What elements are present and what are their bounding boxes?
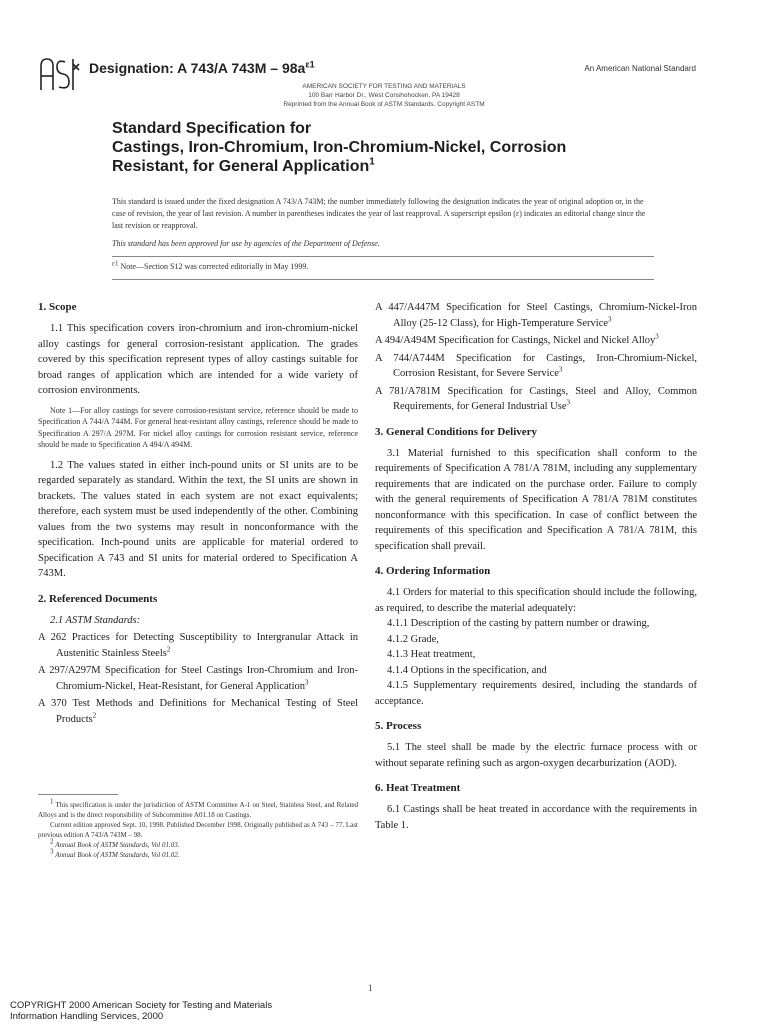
paragraph-1-1: 1.1 This specification covers iron-chromium and iron-chromium-nickel alloy castings for general corrosion-resistant application. The grades covered by this specification represent types of alloy castings suitable for broad ranges of application which are intended for a wide variety of corrosion environments.: [38, 323, 358, 396]
paragraph-4-1-4: 4.1.4 Options in the specification, and: [387, 664, 547, 676]
section-heading-ordering-information: 4. Ordering Information: [375, 565, 491, 577]
designation: Designation: A 743/A $743M - 98a^{\varepsilon 1}$: [89, 59, 315, 76]
right-column: [375, 300, 697, 839]
section-heading-general-conditions: 3. General Conditions for Delivery: [375, 425, 538, 438]
paragraph-3-1: 3.1 Material furnished to this specification shall conform to the requirements of Specification A 781/A 781M, including any supplementary requirements that are indicated on the purchase order. Failure to comply with the general requirements of Specification A 781/A 781M constitutes nonconformance with this specification. In case of conflict between the requirements of this specification and Specification A 781/A 781M, this specification shall prevail.: [375, 447, 697, 552]
reference-a447: A 447/A447M Specification for Steel Castings, Chromium-Nickel-Iron Alloy (25-12 Class), for High-Temperature Service$^3$: [375, 302, 697, 329]
note-1: Note 1—For alloy castings for severe corrosion-resistant service, reference should be made to Specification A 744/A 744M. For general heat-resistant alloy castings, reference should be made to Specification A 297/A 297M. For nickel alloy castings for corrosion resistant service, reference should be made to Specification A 494/A 494M.: [38, 405, 358, 449]
reference-a262: A 262 Practices for Detecting Susceptibility to Intergranular Attack in Austenitic Stainless Steels$^2$: [38, 632, 358, 659]
paragraph-6-1: 6.1 Castings shall be heat treated in accordance with the requirements in Table 1.: [375, 804, 697, 831]
divider-bottom: [112, 279, 654, 280]
footnote-divider: [38, 794, 118, 795]
reference-a297: A 297/A297M Specification for Steel Castings Iron-Chromium and Iron-Chromium-Nickel, Heat-Resistant, for General Application$^3$: [38, 665, 358, 692]
astm-standards-label: 2.1 ASTM Standards:: [50, 614, 141, 626]
copyright-notice: COPYRIGHT 2000 American Society for Testing and Materials Information Handling Services, 2000: [10, 1000, 273, 1022]
reference-a370: A 370 Test Methods and Definitions for Mechanical Testing of Steel Products$^2$: [38, 698, 358, 725]
reference-a494: A 494/A494M Specification for Castings, Nickel and Nickel Alloy$^3$: [375, 332, 659, 346]
footnote-3: $^3$ Annual Book of ASTM Standards, Vol 01.02.: [50, 847, 180, 859]
footnote-1: $^1$ This specification is under the jurisdiction of ASTM Committee A-1 on Steel, Stainless Steel, and Related Alloys and is the direct responsibility of Subcommittee A01.18 on Castings.: [38, 797, 358, 819]
document-title: Standard Specification for Castings, Iron-Chromium, Iron-Chromium-Nickel, Corrosion Resistant, for General Application$^1$: [112, 120, 567, 175]
paragraph-4-1-1: 4.1.1 Description of the casting by pattern number or drawing,: [387, 618, 650, 629]
paragraph-5-1: 5.1 The steel shall be made by the electric furnace process with or without separate refining such as argon-oxygen decarburization (AOD).: [375, 742, 697, 769]
left-column: [38, 300, 358, 729]
section-heading-heat-treatment: 6. Heat Treatment: [375, 782, 461, 794]
footnote-2: $^2$ Annual Book of ASTM Standards, Vol 01.03.: [50, 837, 180, 849]
page-number: 1: [368, 983, 373, 993]
footnotes: [38, 797, 358, 860]
footnote-1-edition: Current edition approved Sept. 10, 1998. Published December 1998. Originally published as A 743 – 77. Last previous edition A 743/A 743M – 98.: [38, 821, 358, 839]
reference-a744: A 744/A744M Specification for Castings, Iron-Chromium-Nickel, Corrosion Resistant, for Severe Service$^3$: [375, 352, 697, 379]
paragraph-4-1-5: 4.1.5 Supplementary requirements desired, including the standards of acceptance.: [375, 680, 697, 707]
divider-top: [112, 256, 654, 257]
issuance-statement: This standard is issued under the fixed designation A 743/A 743M; the number immediately following the designation indicates the year of original adoption or, in the case of revision, the year of last revision. A number in parentheses indicates the year of last reapproval. A superscript epsilon (ε) indicates an editorial change since the last revision or reapproval. This standard has been approved for use by agencies of the Department of Defense.: [112, 197, 646, 248]
publisher-info: AMERICAN SOCIETY FOR TESTING AND MATERIALS 100 Barr Harbor Dr., West Conshohocken, PA 19428 Reprinted from the Annual Book of ASTM Standards. Copyright ASTM: [283, 83, 485, 108]
section-heading-scope: 1. Scope: [38, 301, 77, 313]
section-heading-referenced-documents: 2. Referenced Documents: [38, 592, 158, 605]
reference-a781: A 781/A781M Specification for Castings, Steel and Alloy, Common Requirements, for General Industrial Use$^3$: [375, 385, 697, 412]
paragraph-4-1-3: 4.1.3 Heat treatment,: [387, 649, 476, 660]
section-heading-process: 5. Process: [375, 720, 422, 732]
standard-type: An American National Standard: [584, 64, 696, 73]
editorial-note: $^{\varepsilon 1}$ Note—Section S12 was corrected editorially in May 1999.: [112, 259, 309, 271]
paragraph-1-2: 1.2 The values stated in either inch-pound units or SI units are to be regarded separately as standard. Within the text, the SI units are shown in brackets. The values stated in each system are not exact equivalents; therefore, each system must be used independently of the other. Combining values from the two systems may result in nonconformance with the specification. Inch-pound units are applicable for material ordered to Specification A 743 and SI units for material ordered to Specification A 743M.: [38, 459, 358, 579]
paragraph-4-1-2: 4.1.2 Grade,: [387, 633, 439, 645]
paragraph-4-1: 4.1 Orders for material to this specification should include the following, as required, to describe the material adequately:: [375, 587, 697, 614]
